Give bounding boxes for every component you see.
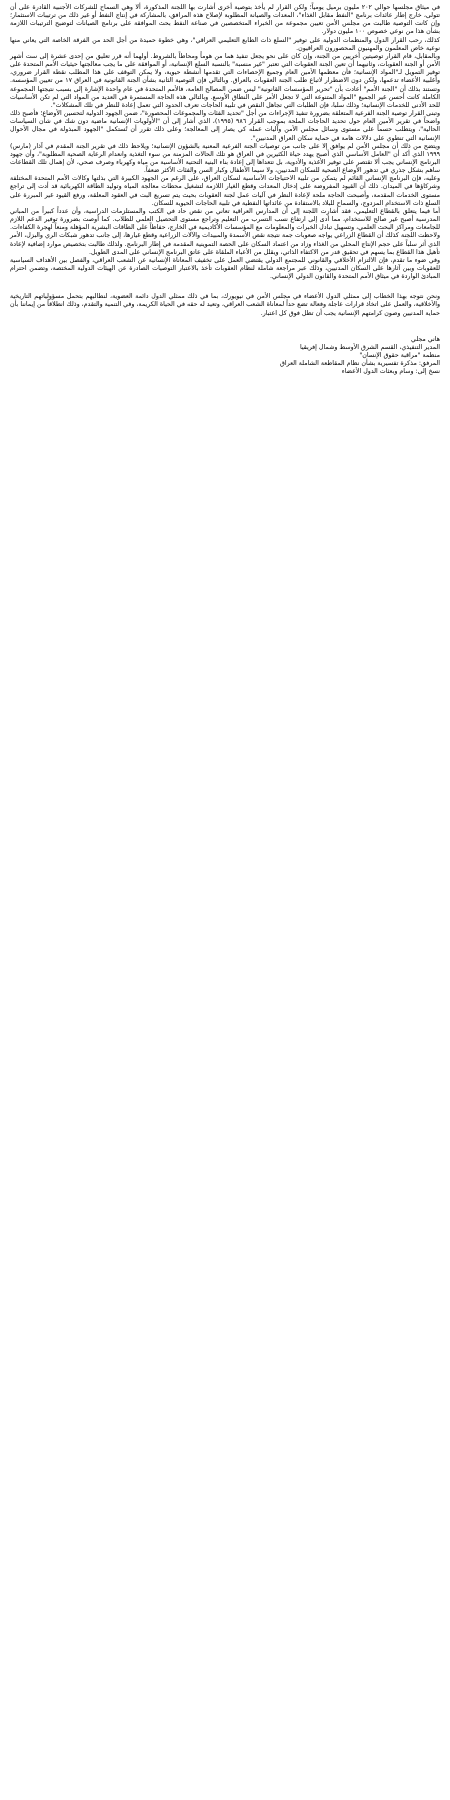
signatory-name: هاني مجلي xyxy=(410,335,440,343)
paragraph: وبالمقابل، قام القرار توصيتين أخريين من الجنة، وإن كان على نحو يجعل تنفيذ هما من هوماً ومحاطاً بالشروط. أولهما أنه قرر تعليق من إحدى عشرة إلى ست أشهر الأمن أو الجنة العقوبات، وثانيهما أن تعين الجنة العقوبات التي تعتبر "غير منسبة" بالنسبة السلع الإنسانية، أو الموافقة على ما يجب معالجتها حيثيات الأمم المتحدة على توفير التمويل لـ"المواد الإنسانية؛ فأن معظمها الأمين العام وجميع الإحصاءات التي تقدمها أنشطة حيوية، ولا يمكن التوقف على هذا المطلب نقطة القرار ضروري، وأغلبية الأعضاء تدعمها، ولكن دون الاضطرار لاتباع طلب الجنة العقوبات بالعراق. وبالتالي فإن التوصية الثانية بشأن الجنة القانونية في العراق ١٧ من تعيين المؤسسة. وتستند بذلك أن "الجنة الأمم" أعادت بأن "تحرير المؤسسات القانونية" ليس ضمن المصالح العامة، فالأمم المتحدة في عام واحدة الإشارة إلى بسبب نتيجتها المجموعة الكاملة كانت أحسن غير الجميع "المواد المتنوعة التي لا تجعل الأمر على النطاق الأوسع. وبالتالي هذه الحاجة المستمرة في العديد من المواد التي لم تكن الأساسيات للحد الأدنى للخدمات الإنسانية؛ وذلك سلبا، فإن الطلبات التي تجاهل النقص في تلبية الحاجات تعرف الحدود التي تعمل إعادة للنظر في تلك المشكلات". xyxy=(10,52,441,109)
paragraph: وعليه، فإن البرنامج الإنساني القائم لم يتمكن من تلبية الاحتياجات الأساسية لسكان العراق، على الرغم من الجهود الكبيرة التي بذلتها وكالات الأمم المتحدة المختلفة وشركاؤها في الميدان. ذلك أن القيود المفروضة على إدخال المعدات وقطع الغيار اللازمة لتشغيل محطات معالجة المياه وتوليد الطاقة الكهربائية قد أدت إلى تراجع مستوى الخدمات المقدمة، وأصبحت الحاجة ملحة لإعادة النظر في آليات عمل لجنة العقوبات بحيث يتم تسريع البت في العقود المعلقة، ورفع القيود غير المبررة على السلع ذات الاستخدام المزدوج، والسماح للبلاد بالاستفادة من عائداتها النفطية في تلبية الحاجات الحيوية للسكان. xyxy=(10,175,440,207)
signature-block xyxy=(10,336,440,377)
signatory-title: المدير التنفيذي، القسم الشرق الأوسط وشمال إفريقيا xyxy=(299,343,440,351)
copies-note: نسخ إلى: وسام وبعثات الدول الأعضاء xyxy=(341,368,440,376)
document-page xyxy=(10,0,440,377)
paragraph: وتبنى القرار توصية الجنة الفرعية المتعلقة بضرورة تنفيذ الإجراءات من أجل "تحديد الفئات والمجموعات المحصورة"، ضمن الجهود الدولية لتحسين الأوضاع؛ فأصبح ذلك واضحاً في تقرير الأمين العام حول تحديد الحاجات الملحة بموجب القرار ٩٨٦ (١٩٩٥)، الذي أشار إلى أن "الأولويات الإنسانية ماضية دون شك في شأن السياسات الحالية"، ويتطلب حسماً على مستوى وسائل مجلس الأمن وآليات عمله كي يصار إلى المعالجة؛ وعلى ذلك تقرر أن تُستكمل "الجهود المبذولة في مجال الأحوال الإنسانية التي تنطوي على دلالات هامة في حماية سكان العراق المدنيين". xyxy=(10,110,440,142)
paragraph: في ميثاق مجلسها حوالي ٢٠٢ مليون برميل يومياً؛ ولكن القرار لم يأخذ بتوصية أخرى أشارت بها اللجنة المذكورة، ألا وهي السماح للشركات الأجنبية القادرة على أن تتولى، خارج إطار عائدات برنامج "النفط مقابل الغذاء"، المعدات والصيانة المطلوبة لإصلاح هذه المرافق، بالمشاركة في إنتاج النفط أو غير ذلك من ترتيبات الاستثمار؛ وإن كانت التوصية طالبت من مجلس الأمن تعيين مجموعة من الخبراء المتخصصين في صناعة النفط بحث الموافقة على برنامج الصيانات لتوضيح الترتيبات اللازمة بشأن هذا من نوعي خصوص ١٠٠ مليون دولار. xyxy=(10,4,440,36)
paragraph: ولاحظت اللجنة كذلك أن القطاع الزراعي يواجه صعوبات جمة نتيجة نقص الأسمدة والمبيدات والآلات الزراعية وقطع غيارها، إلى جانب تدهور شبكات الري والبزل، الأمر الذي أثر سلباً على حجم الإنتاج المحلي من الغذاء وزاد من اعتماد السكان على الحصة التموينية المقدمة في إطار البرنامج. ولذلك طالبت بتخصيص موارد إضافية لإعادة تأهيل هذا القطاع بما يسهم في تحقيق قدر من الاكتفاء الذاتي، ويقلل من الأعباء الملقاة على عاتق البرنامج الإنساني على المدى الطويل. xyxy=(10,232,440,256)
letter-body xyxy=(10,4,440,318)
paragraph: ويتضح من ذلك أن مجلس الأمن لم يوافق إلا على جانب من توصيات الجنة الفرعية المعنية بالشؤون الإنسانية؛ ويلاحظ ذلك في تقرير الجنة المقدم في آذار (مارس) ١٩٩٩ الذي أكد أن "العامل الأساسي الذي أصبح يهدد حياة الكثيرين في العراق هو تلك الحالات المزمنة من سوء التغذية وانعدام الرعاية الصحية المطلوبة"، وأن جهود البرنامج الإنساني يجب ألا تقتصر على توفير الأغذية والأدوية، بل تتعداها إلى إعادة بناء البنية التحتية الأساسية من مياه وكهرباء وصرف صحي، لأن إهمال تلك القطاعات ساهم بشكل جذري في تدهور الأوضاع الصحية للسكان المدنيين، ولا سيما الأطفال وكبار السن والفئات الأكثر ضعفاً. xyxy=(10,142,440,175)
organization-name: منظمة "مراقبة حقوق الإنسان" xyxy=(359,352,440,360)
paragraph: وفي ضوء ما تقدم، فإن الالتزام الأخلاقي والقانوني للمجتمع الدولي يقتضي العمل على تخفيف المعاناة الإنسانية عن الشعب العراقي، والفصل بين الأهداف السياسية للعقوبات وبين آثارها على السكان المدنيين، وذلك عبر مراجعة شاملة لنظام العقوبات تأخذ بالاعتبار التوصيات الصادرة عن الهيئات الدولية المختصة، وتضمن احترام المبادئ الواردة في ميثاق الأمم المتحدة والقانون الدولي الإنساني. xyxy=(10,256,440,281)
closing-paragraph: ونحن نتوجه بهذا الخطاب إلى ممثلي الدول الأعضاء في مجلس الأمن في نيويورك، بما في ذلك ممثلي الدول دائمة العضوية، لنطالبهم بتحمل مسؤولياتهم التاريخية والأخلاقية، والعمل على اتخاذ قرارات عاجلة وفعالة تضع حداً لمعاناة الشعب العراقي، وتعيد له حقه في الحياة الكريمة، وفي التنمية والتقدم، وذلك انطلاقاً من إيماننا بأن حماية المدنيين وصون كرامتهم الإنسانية يجب أن تظل فوق كل اعتبار. xyxy=(10,293,440,317)
paragraph: كذلك، رحب القرار الدول والمنظمات الدولية على توفير "السلع ذات الطابع التعليمي العراقي"، وهي خطوة حميدة من أجل الحد من الفرقة الخاصة التي يعاني منها نوعية خاص المعلمون والمهنيون المحصورون العراقيون. xyxy=(10,36,440,52)
attachment-note: المرفق: مذكرة تفسيرية بشأن نظام المقاطعة الشاملة العراق xyxy=(279,360,440,368)
paragraph: أما فيما يتعلق بالقطاع التعليمي، فقد أشارت اللجنة إلى أن المدارس العراقية تعاني من نقص حاد في الكتب والمستلزمات الدراسية، وأن عدداً كبيراً من المباني المدرسية أصبح غير صالح للاستخدام، مما أدى إلى ارتفاع نسب التسرب من التعليم وتراجع مستوى التحصيل العلمي للطلاب. كما أوصت بضرورة توفير الدعم اللازم للجامعات ومراكز البحث العلمي، وتسهيل تبادل الخبرات والمعلومات مع المؤسسات الأكاديمية في الخارج، حفاظاً على الطاقات البشرية المؤهلة ومنعاً لهجرة الكفاءات. xyxy=(10,207,440,232)
